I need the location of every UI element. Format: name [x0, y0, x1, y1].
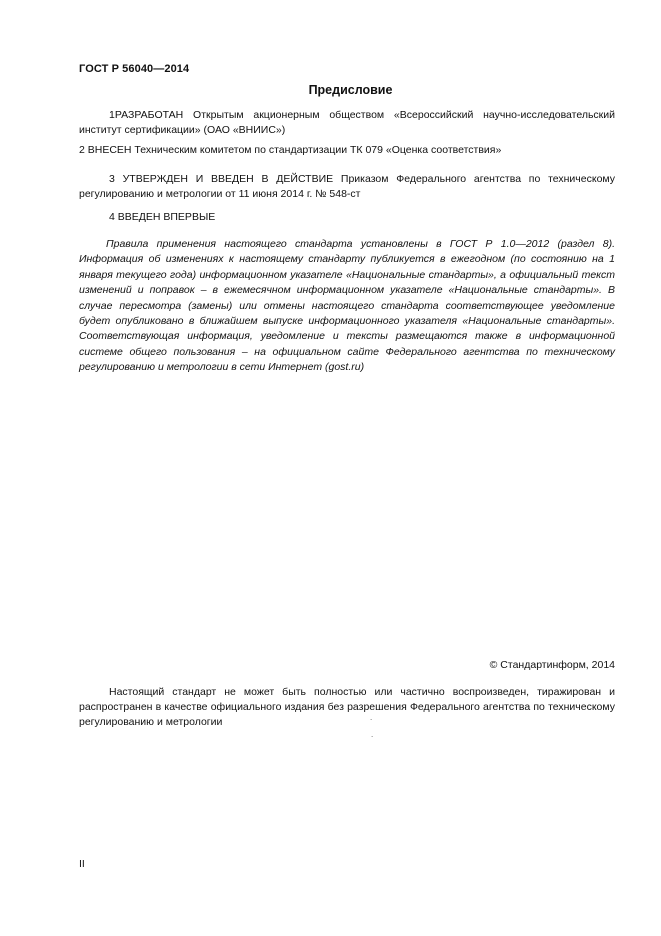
scan-dot: .: [371, 730, 374, 739]
item-introduced: 2 ВНЕСЕН Техническим комитетом по стандартизации ТК 079 «Оценка соответствия»: [79, 144, 502, 156]
item-first-introduced: 4 ВВЕДЕН ВПЕРВЫЕ: [109, 211, 216, 223]
copyright: © Стандартинформ, 2014: [489, 659, 615, 671]
rules-note: Правила применения настоящего стандарта установлены в ГОСТ Р 1.0—2012 (раздел 8). Информация об изменениях к настоящему стандарту публикуется в ежегодном (по состоянию на 1 января текущего года) информационном указателе «Национальные стандарты», а официальный текст изменений и поправок – в ежемесячном информационном указателе «Национальные стандарты». В случае пересмотра (замены) или отмены настоящего стандарта соответствующее уведомление будет опубликовано в ближайшем выпуске информационного указателя «Национальные стандарты». Соответствующая информация, уведомление и тексты размещаются также в информационной системе общего пользования – на официальном сайте Федерального агентства по техническому регулированию и метрологии в сети Интернет (gost.ru): [79, 238, 615, 374]
standard-code: ГОСТ Р 56040—2014: [79, 63, 190, 75]
page-number: II: [79, 858, 85, 870]
scan-dot: .: [370, 713, 373, 722]
reproduction-notice: Настоящий стандарт не может быть полностью или частично воспроизведен, тиражирован и распространен в качестве официального издания без разрешения Федерального агентства по техническому регулированию и метрологии: [79, 686, 615, 728]
item-approved: 3 УТВЕРЖДЕН И ВВЕДЕН В ДЕЙСТВИЕ Приказом Федерального агентства по техническому регулированию и метрологии от 11 июня 2014 г. № 548-ст: [79, 173, 615, 200]
page-title: Предисловие: [308, 83, 393, 97]
item-developed: 1РАЗРАБОТАН Открытым акционерным обществом «Всероссийский научно-исследовательский институт сертификации» (ОАО «ВНИИС»): [79, 109, 615, 136]
